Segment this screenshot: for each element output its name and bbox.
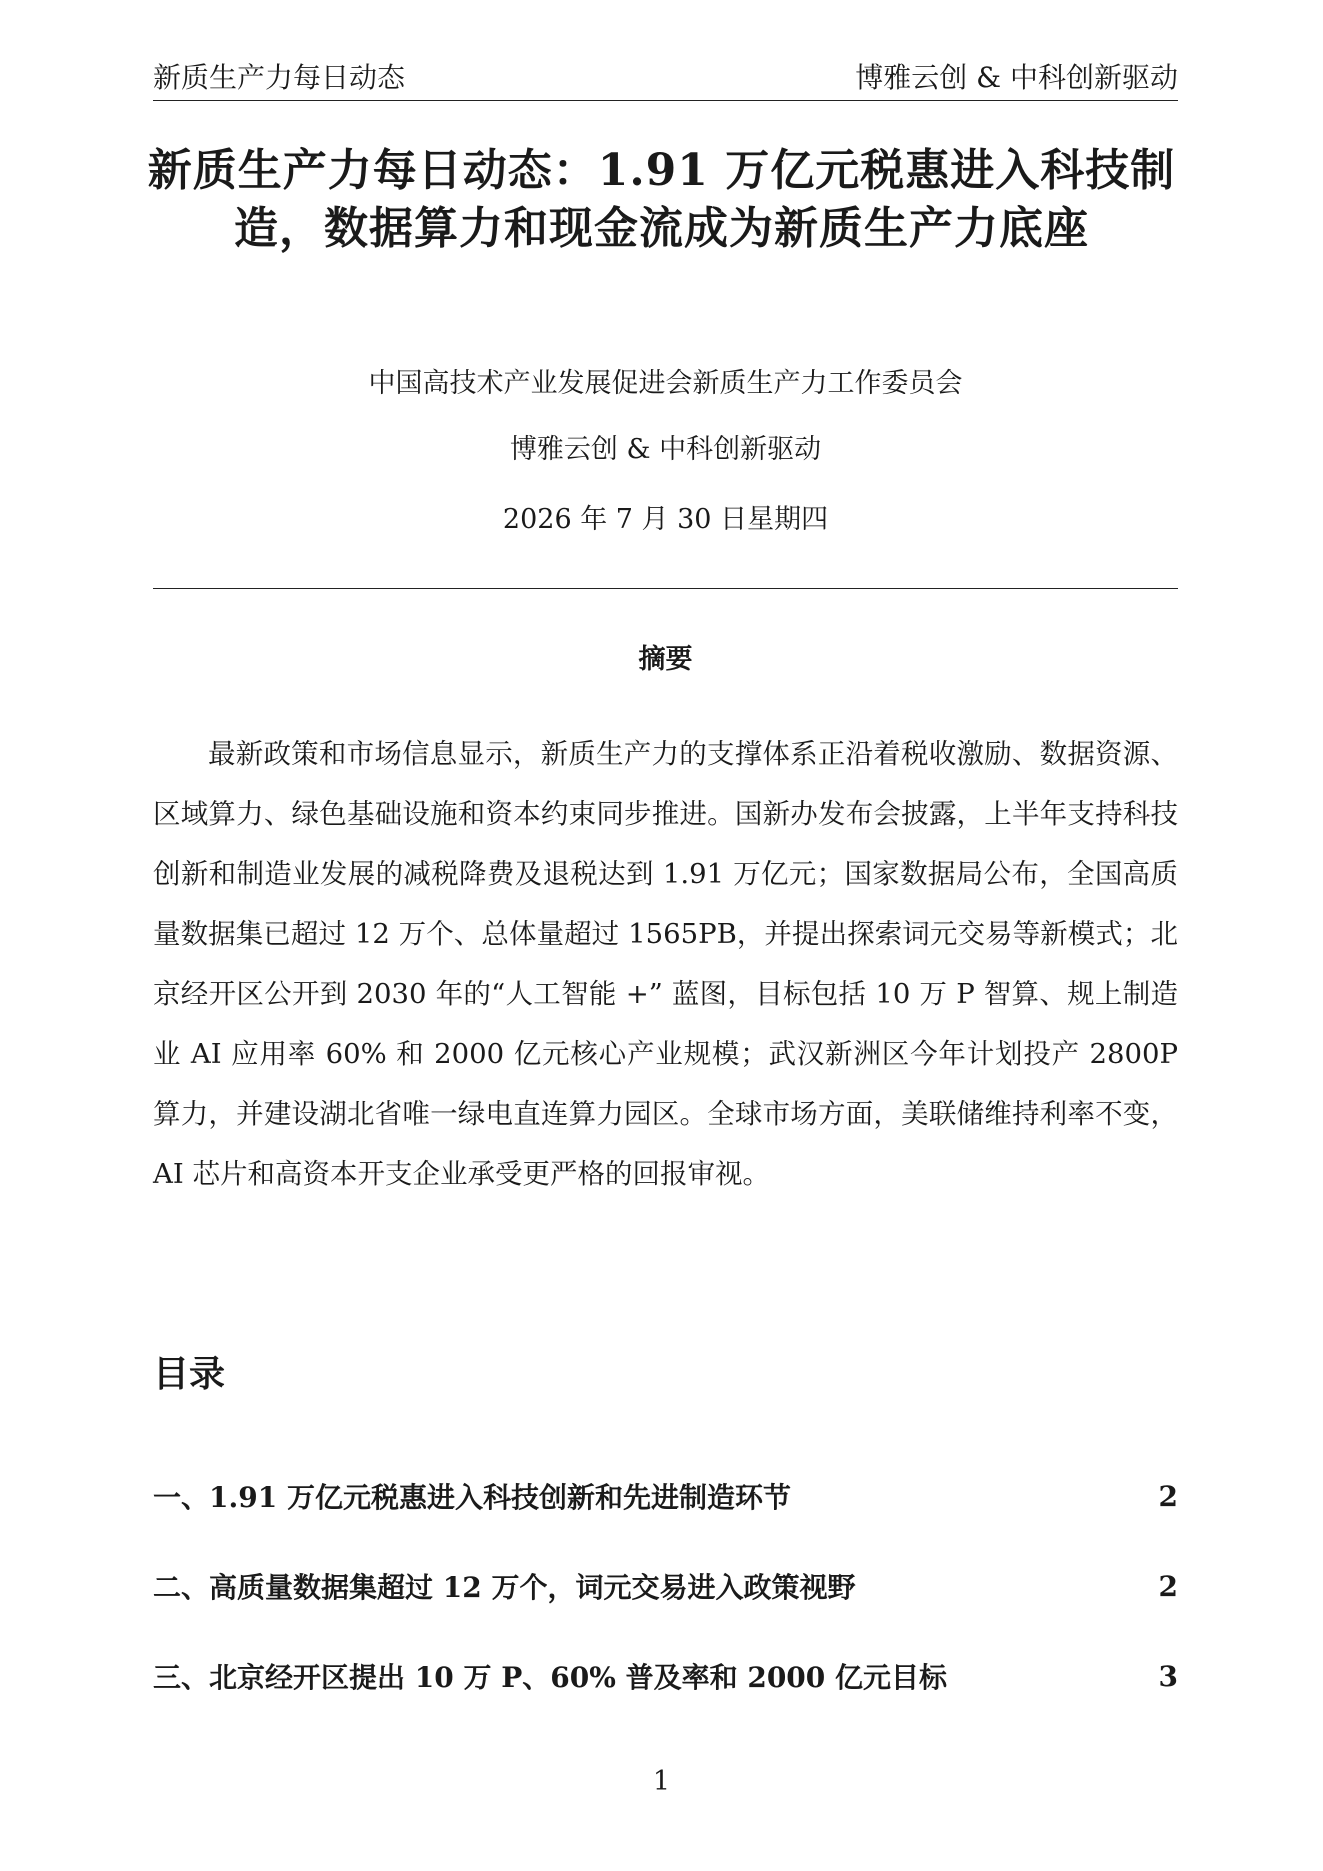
abstract-body: 最新政策和市场信息显示，新质生产力的支撑体系正沿着税收激励、数据资源、区域算力、绿色基础设施和资本约束同步推进。国新办发布会披露，上半年支持科技创新和制造业发展的减税降费及退税达到 1.91 万亿元；国家数据局公布，全国高质量数据集已超过 12 万个、总体量超过 1565PB，并提出探索词元交易等新模式；北京经开区公开到 2030 年的“人工智能 +” 蓝图，目标包括 10 万 P 智算、规上制造业 AI 应用率 60% 和 2000 亿元核心产业规模；武汉新洲区今年计划投产 2800P 算力，并建设湖北省唯一绿电直连算力园区。全球市场方面，美联储维持利率不变，AI 芯片和高资本开支企业承受更严格的回报审视。 bbox=[153, 738, 1178, 1190]
header-left-title: 新质生产力每日动态 bbox=[153, 61, 406, 94]
toc-entry-title: 三、北京经开区提出 10 万 P、60% 普及率和 2000 亿元目标 bbox=[153, 1661, 948, 1694]
running-header bbox=[153, 58, 1178, 101]
toc-entry-title: 二、高质量数据集超过 12 万个，词元交易进入政策视野 bbox=[153, 1571, 856, 1604]
abstract-heading: 摘要 bbox=[638, 644, 693, 675]
table-of-contents bbox=[153, 1474, 1178, 1744]
header-right-authors: 博雅云创 & 中科创新驱动 bbox=[855, 61, 1178, 94]
publication-date: 2026 年 7 月 30 日星期四 bbox=[502, 504, 829, 535]
page-number: 1 bbox=[652, 1766, 671, 1797]
toc-entry-title: 一、1.91 万亿元税惠进入科技创新和先进制造环节 bbox=[153, 1481, 791, 1514]
toc-heading: 目录 bbox=[153, 1353, 226, 1395]
authors: 博雅云创 & 中科创新驱动 bbox=[509, 434, 822, 465]
document-title: 新质生产力每日动态：1.91 万亿元税惠进入科技制造，数据算力和现金流成为新质生产力底座 bbox=[147, 145, 1176, 254]
toc-entry[interactable] bbox=[153, 1654, 1178, 1698]
toc-entry[interactable] bbox=[153, 1474, 1178, 1518]
organization: 中国高技术产业发展促进会新质生产力工作委员会 bbox=[368, 368, 963, 399]
toc-entry-page: 2 bbox=[1158, 1479, 1178, 1513]
toc-entry-page: 2 bbox=[1158, 1569, 1178, 1603]
toc-entry-page: 3 bbox=[1158, 1659, 1178, 1693]
toc-entry[interactable] bbox=[153, 1564, 1178, 1608]
title-divider bbox=[153, 588, 1178, 589]
